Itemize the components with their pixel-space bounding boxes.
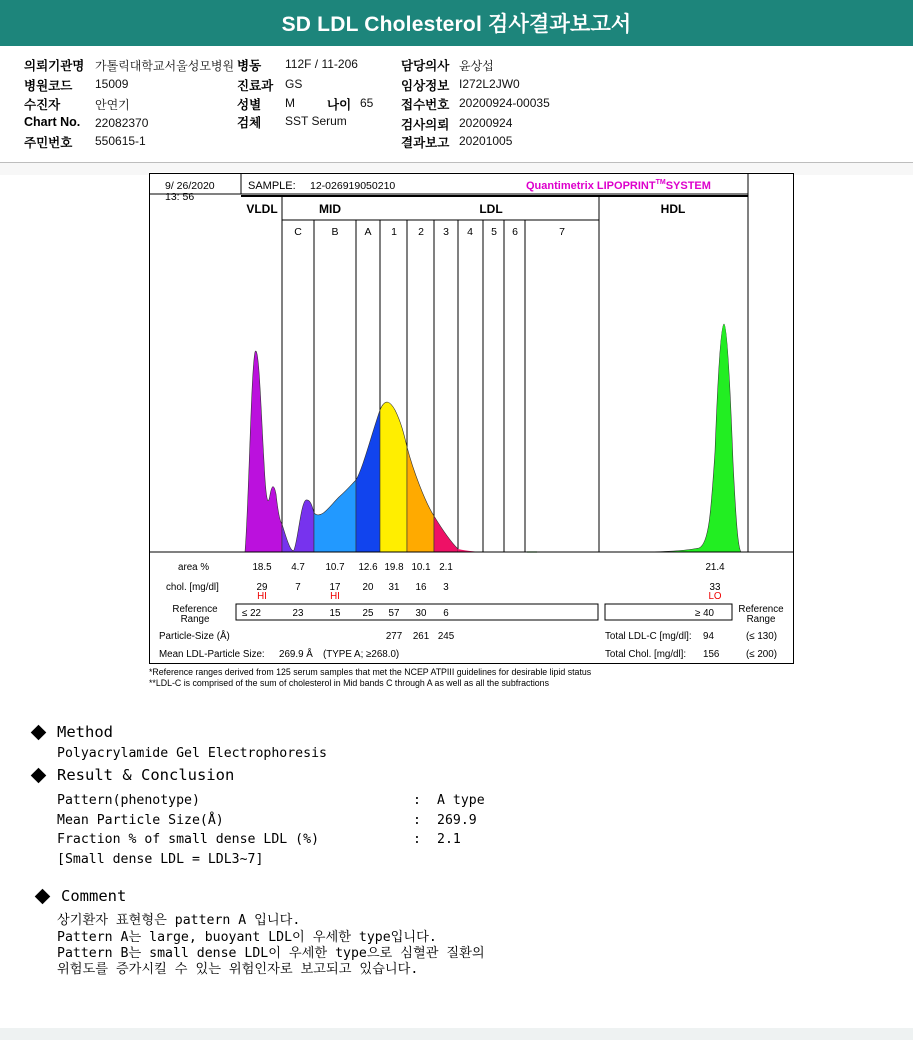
total-chol-value: 156 — [703, 649, 720, 660]
ward-value: 112F / 11-206 — [285, 57, 358, 71]
examinee-value: 안연기 — [95, 98, 130, 112]
band-1: 1 — [391, 226, 397, 238]
flag-vldl-hi: HI — [257, 591, 267, 602]
chart-no-label: Chart No. — [24, 115, 81, 129]
hospital-code-value: 15009 — [95, 77, 129, 91]
result-row-label: Pattern(phenotype) — [57, 793, 200, 808]
age-value: 65 — [360, 96, 374, 110]
band-2: 2 — [418, 226, 424, 238]
ldl-3-peak — [434, 516, 458, 552]
sample-id: 12-026919050210 — [310, 180, 396, 192]
area-c: 4.7 — [291, 562, 305, 573]
system-name: Quantimetrix LIPOPRINT™SYSTEM — [526, 179, 711, 192]
physician-value: 윤상섭 — [459, 59, 494, 73]
resident-no-value: 550615-1 — [95, 134, 146, 148]
request-date-label: 검사의뢰 — [401, 118, 450, 132]
run-time: 13: 56 — [165, 191, 195, 203]
ref-a: 25 — [362, 608, 374, 619]
chol-ldl3: 3 — [443, 582, 449, 593]
total-chol-ref: (≤ 200) — [746, 649, 777, 660]
result-row-sep: : — [413, 832, 421, 847]
hospital-value: 가톨릭대학교서울성모병원 — [95, 59, 235, 73]
hospital-label: 의뢰기관명 — [24, 59, 85, 73]
lipoprint-chart — [149, 172, 794, 692]
chol-a: 20 — [362, 582, 374, 593]
area-a: 12.6 — [358, 562, 378, 573]
result-row-value: 2.1 — [437, 832, 461, 847]
footer-band — [0, 1028, 913, 1040]
ldl-1-peak — [380, 402, 407, 552]
patient-info-panel — [0, 50, 913, 163]
ldl-2-peak — [407, 447, 434, 552]
group-mid: MID — [319, 202, 341, 216]
comment-line: Pattern A는 large, buoyant LDL이 우세한 type입니다. — [57, 930, 437, 945]
result-bullet-icon — [31, 768, 47, 784]
chol-hdl: 33 — [709, 582, 721, 593]
band-4: 4 — [467, 226, 473, 238]
chol-c: 7 — [295, 582, 301, 593]
result-row-label: Fraction % of small dense LDL (%) — [57, 832, 320, 847]
lipoprint-report — [149, 172, 794, 692]
ref-ldl1: 57 — [388, 608, 400, 619]
vldl-peak — [245, 351, 282, 552]
sample-label: SAMPLE: — [248, 180, 296, 192]
method-text: Polyacrylamide Gel Electrophoresis — [57, 746, 327, 761]
hdl-peak — [623, 324, 741, 552]
ward-label: 병동 — [237, 59, 262, 73]
mid-b-peak — [314, 480, 356, 552]
result-row-label: Mean Particle Size(Å) — [57, 813, 224, 828]
total-ldl-value: 94 — [703, 631, 714, 642]
area-b: 10.7 — [325, 562, 345, 573]
mean-size-label: Mean LDL-Particle Size: — [159, 649, 265, 660]
total-chol-label: Total Chol. [mg/dl]: — [605, 649, 687, 660]
chart-no-value: 22082370 — [95, 116, 149, 130]
age-label: 나이 — [327, 98, 352, 112]
hospital-code-label: 병원코드 — [24, 79, 73, 93]
ref-label-right-1: Reference — [738, 604, 784, 615]
ref-vldl: ≤ 22 — [242, 608, 261, 619]
ref-ldl3: 6 — [443, 608, 449, 619]
comment-line: 상기환자 표현형은 pattern A 입니다. — [57, 913, 301, 928]
report-date-value: 20201005 — [459, 134, 513, 148]
chart-frame — [150, 174, 794, 664]
flag-hdl-lo: LO — [708, 591, 722, 602]
run-date: 9/ 26/2020 — [165, 180, 215, 192]
sex-value: M — [285, 96, 295, 110]
particle-ldl1: 277 — [385, 631, 403, 642]
specimen-label: 검체 — [237, 116, 262, 130]
result-row-sep: : — [413, 813, 421, 828]
method-bullet-icon — [31, 725, 47, 741]
area-ldl3: 2.1 — [439, 562, 453, 573]
total-ldl-ref: (≤ 130) — [746, 631, 777, 642]
group-hdl: HDL — [660, 202, 686, 216]
examinee-label: 수진자 — [24, 98, 61, 112]
group-ldl: LDL — [479, 202, 503, 216]
band-c: C — [294, 226, 302, 238]
band-3: 3 — [443, 226, 449, 238]
comment-line: 위험도를 증가시킬 수 있는 위험인자로 보고되고 있습니다. — [57, 962, 419, 977]
footnote-2: **LDL-C is comprised of the sum of cholesterol in Mid bands C through A as well as all the subfractions — [149, 678, 549, 688]
report-date-label: 결과보고 — [401, 136, 450, 150]
result-row-sep: : — [413, 793, 421, 808]
receipt-no-value: 20200924-00035 — [459, 96, 550, 110]
method-heading: Method — [57, 723, 113, 741]
ref-hdl: ≥ 40 — [695, 608, 714, 619]
ref-label-left-1: Reference — [172, 604, 218, 615]
result-row-value: 269.9 — [437, 813, 477, 828]
band-5: 5 — [491, 226, 497, 238]
chol-b: 17 — [329, 582, 341, 593]
resident-no-label: 주민번호 — [24, 136, 73, 150]
report-title: SD LDL Cholesterol 검사결과보고서 — [0, 0, 913, 46]
result-row-value: A type — [437, 793, 485, 808]
mean-size-type: (TYPE A; ≥268.0) — [323, 649, 400, 660]
mid-c-peak — [282, 500, 314, 552]
ref-b: 15 — [329, 608, 341, 619]
specimen-value: SST Serum — [285, 114, 347, 128]
group-vldl: VLDL — [246, 202, 278, 216]
comment-bullet-icon — [35, 889, 51, 905]
particle-ldl3: 245 — [437, 631, 455, 642]
comment-line: Pattern B는 small dense LDL이 우세한 type으로 심혈관 질환의 — [57, 946, 485, 961]
area-ldl1: 19.8 — [384, 562, 404, 573]
comment-heading: Comment — [61, 887, 127, 905]
mid-a-peak — [356, 410, 380, 552]
particle-ldl2: 261 — [412, 631, 430, 642]
area-ldl2: 10.1 — [411, 562, 431, 573]
ref-c: 23 — [292, 608, 304, 619]
department-label: 진료과 — [237, 79, 274, 93]
ref-label-left-2: Range — [180, 614, 210, 625]
area-vldl: 18.5 — [252, 562, 272, 573]
ref-ldl2: 30 — [415, 608, 427, 619]
department-value: GS — [285, 77, 303, 91]
receipt-no-label: 접수번호 — [401, 98, 450, 112]
chol-vldl: 29 — [256, 582, 268, 593]
mean-size-value: 269.9 Å — [279, 649, 313, 660]
sex-label: 성별 — [237, 98, 262, 112]
area-label: area % — [178, 562, 210, 573]
band-a: A — [364, 226, 372, 238]
area-hdl: 21.4 — [705, 562, 725, 573]
band-6: 6 — [512, 226, 518, 238]
chol-ldl2: 16 — [415, 582, 427, 593]
request-date-value: 20200924 — [459, 116, 513, 130]
flag-b-hi: HI — [330, 591, 340, 602]
band-7: 7 — [559, 226, 565, 238]
chol-label: chol. [mg/dl] — [166, 582, 219, 593]
result-note: [Small dense LDL = LDL3~7] — [57, 852, 264, 867]
footnote-1: *Reference ranges derived from 125 serum samples that met the NCEP ATPIII guidelines for desirable lipid status — [149, 667, 592, 677]
result-heading: Result & Conclusion — [57, 766, 235, 784]
total-ldl-label: Total LDL-C [mg/dl]: — [605, 631, 692, 642]
band-b: B — [331, 226, 339, 238]
chol-ldl1: 31 — [388, 582, 400, 593]
clinical-info-value: I272L2JW0 — [459, 77, 520, 91]
ref-label-right-2: Range — [746, 614, 776, 625]
particle-label: Particle-Size (Å) — [159, 631, 230, 642]
clinical-info-label: 임상정보 — [401, 79, 450, 93]
physician-label: 담당의사 — [401, 59, 450, 73]
